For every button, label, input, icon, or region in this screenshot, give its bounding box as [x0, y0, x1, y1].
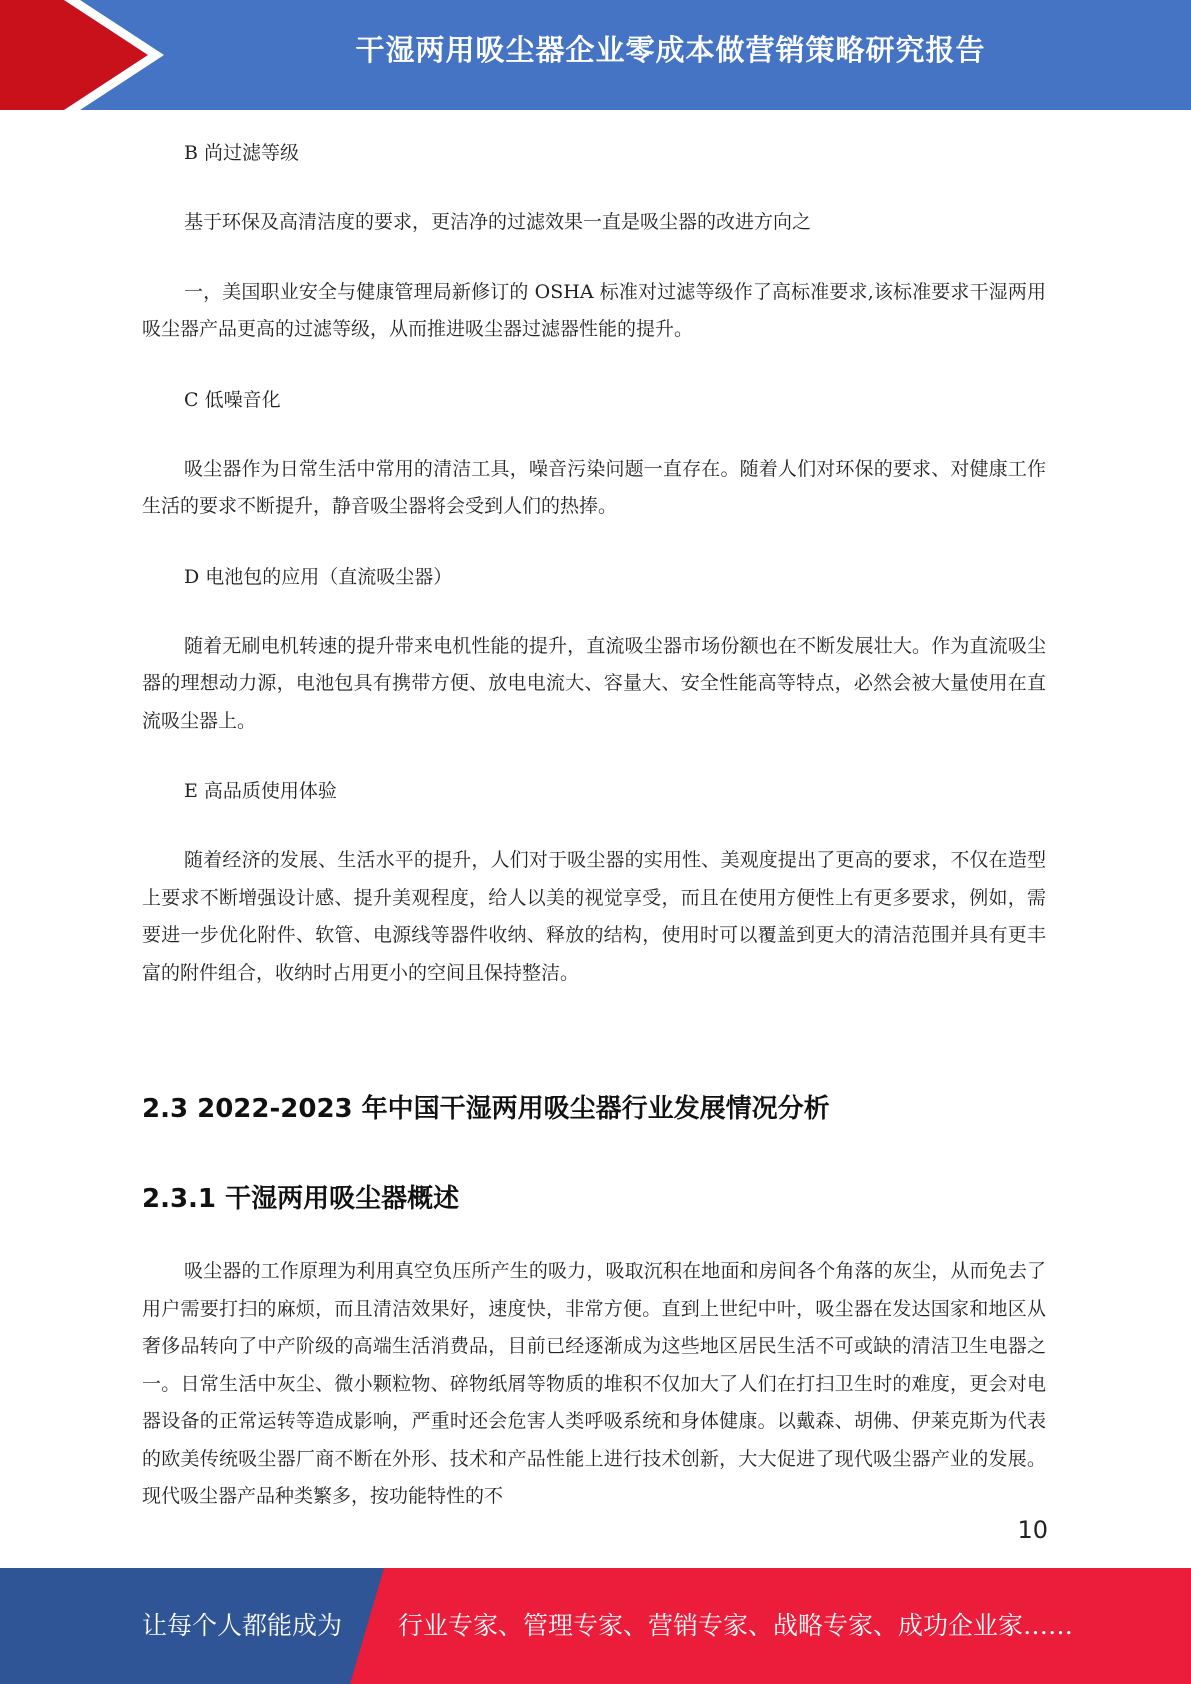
footer-slogan-right: 行业专家、管理专家、营销专家、战略专家、成功企业家……	[398, 1611, 1074, 1640]
header-red-chevron	[0, 0, 148, 110]
section-heading-2-3: 2.3 2022-2023 年中国干湿两用吸尘器行业发展情况分析	[142, 1094, 830, 1124]
paragraph-battery-pack: 随着无刷电机转速的提升带来电机性能的提升，直流吸尘器市场份额也在不断发展壮大。作为直流吸尘器的理想动力源，电池包具有携带方便、放电电流大、容量大、安全性能高等特点，必然会被大量使用在直流吸尘器上。	[142, 634, 1046, 732]
footer-slogan-left: 让每个人都能成为	[142, 1611, 343, 1640]
subsection-label-c: C 低噪音化	[184, 388, 281, 411]
subsection-label-e: E 高品质使用体验	[184, 780, 337, 802]
paragraph-filtration-detail: 一，美国职业安全与健康管理局新修订的 OSHA 标准对过滤等级作了高标准要求,该标准要求干湿两用吸尘器产品更高的过滤等级，从而推进吸尘器过滤器性能的提升。	[142, 280, 1046, 340]
subsection-label-d: D 电池包的应用（直流吸尘器）	[184, 565, 453, 588]
paragraph-user-experience: 随着经济的发展、生活水平的提升，人们对于吸尘器的实用性、美观度提出了更高的要求，不仅在造型上要求不断增强设计感、提升美观程度，给人以美的视觉享受，而且在使用方便性上有更多要求，例如，需要进一步优化附件、软管、电源线等器件收纳、释放的结构，使用时可以覆盖到更大的清洁范围并具有更丰富的附件组合，收纳时占用更小的空间且保持整洁。	[142, 849, 1046, 984]
report-title: 干湿两用吸尘器企业零成本做营销策略研究报告	[355, 33, 986, 67]
paragraph-low-noise: 吸尘器作为日常生活中常用的清洁工具，噪音污染问题一直存在。随着人们对环保的要求、对健康工作生活的要求不断提升，静音吸尘器将会受到人们的热捧。	[142, 457, 1046, 517]
header-arrow-decoration	[0, 0, 200, 110]
page-header	[0, 0, 1191, 110]
page-number: 10	[1017, 1516, 1048, 1544]
section-heading-2-3-1: 2.3.1 干湿两用吸尘器概述	[142, 1184, 460, 1214]
document-body	[142, 134, 1046, 1024]
paragraph-overview: 吸尘器的工作原理为利用真空负压所产生的吸力，吸取沉积在地面和房间各个角落的灰尘，从而免去了用户需要打扫的麻烦，而且清洁效果好，速度快，非常方便。直到上世纪中叶，吸尘器在发达国家和地区从奢侈品转向了中产阶级的高端生活消费品，目前已经逐渐成为这些地区居民生活不可或缺的清洁卫生电器之一。日常生活中灰尘、微小颗粒物、碎物纸屑等物质的堆积不仅加大了人们在打扫卫生时的难度，更会对电器设备的正常运转等造成影响，严重时还会危害人类呼吸系统和身体健康。以戴森、胡佛、伊莱克斯为代表的欧美传统吸尘器厂商不断在外形、技术和产品性能上进行技术创新，大大促进了现代吸尘器产业的发展。现代吸尘器产品种类繁多，按功能特性的不	[142, 1260, 1046, 1507]
page-footer	[0, 1568, 1191, 1684]
paragraph-filtration-intro: 基于环保及高清洁度的要求，更洁净的过滤效果一直是吸尘器的改进方向之	[184, 211, 812, 233]
subsection-label-b: B 尚过滤等级	[184, 142, 300, 164]
